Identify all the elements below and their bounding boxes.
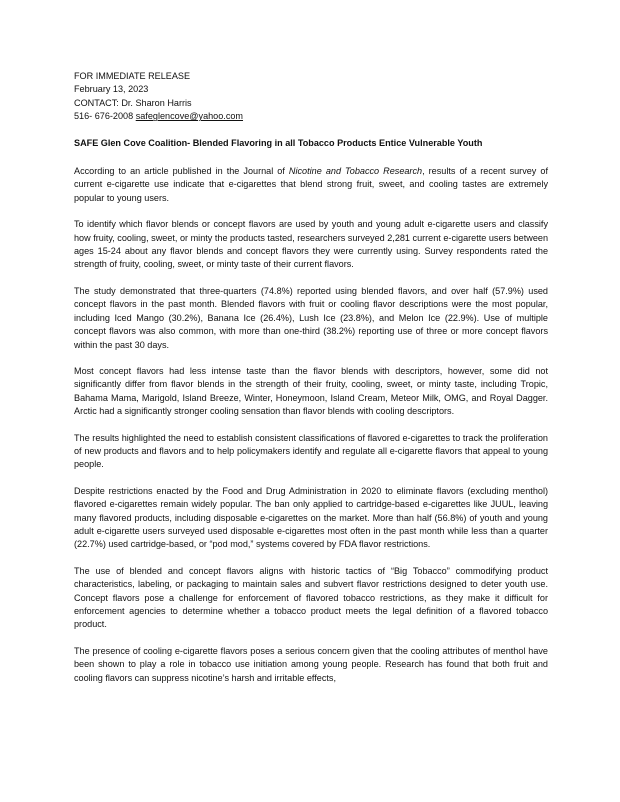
release-date: February 13, 2023	[74, 84, 149, 95]
contact-email-link[interactable]: safeglencove@yahoo.com	[135, 111, 244, 122]
paragraph-1	[74, 165, 548, 205]
paragraph-6: Despite restrictions enacted by the Food and Drug Administration in 2020 to eliminate flavors (excluding menthol) flavored e-cigarettes remain widely popular. The ban only applied to cartridge-based e-cigarettes like JUUL, leaving many flavored products, including disposable e-cigarettes on the market. More than half (56.8%) of youth and young adult e-cigarette users surveyed used disposable e-cigarettes most often in the past month while less than a quarter (22.7%) used cartridge-based, or “pod mod,” systems covered by FDA flavor restrictions.	[74, 485, 548, 550]
paragraph-1-rest: , results of a recent survey of current e-cigarette use indicate that e-cigarettes that blend strong fruit, sweet, and cooling tastes are extremely popular to young users.	[74, 166, 548, 203]
paragraph-5: The results highlighted the need to establish consistent classifications of flavored e-cigarettes to track the proliferation of new products and flavors and to help policymakers identify and regulate all e-cigarette flavors that appeal to young people.	[74, 432, 548, 470]
paragraph-4: Most concept flavors had less intense taste than the flavor blends with descriptors, however, some did not significantly differ from flavor blends in the strength of their fruity, cooling, sweet, or minty taste, including Tropic, Bahama Mama, Marigold, Island Breeze, Winter, Honeymoon, Island Cream, Meteor Milk, OMG, and Royal Dagger. Arctic had a significantly stronger cooling sensation than flavor blends with cooling descriptors.	[74, 365, 548, 417]
release-label: FOR IMMEDIATE RELEASE	[74, 71, 191, 81]
journal-name: Nicotine and Tobacco Research	[288, 166, 423, 177]
paragraph-2: To identify which flavor blends or concept flavors are used by youth and young adult e-cigarette users and classify how fruity, cooling, sweet, or minty the products tasted, researchers surveyed 2,281 current e-cigarette users between ages 15-24 about any flavor blends and concept flavors they were currently using. Survey respondents rated the strength of fruity, cooling, sweet, or minty taste of their current flavors.	[74, 219, 548, 270]
headline: SAFE Glen Cove Coalition- Blended Flavoring in all Tobacco Products Entice Vulnerable Youth	[74, 137, 483, 148]
paragraph-3: The study demonstrated that three-quarters (74.8%) reported using blended flavors, and over half (57.9%) used concept flavors in the past month. Blended flavors with fruit or cooling flavor descriptions were the most popular, including Iced Mango (30.2%), Banana Ice (26.4%), Lush Ice (23.8%), and Melon Ice (22.9%). Use of multiple concept flavors was also common, with more than one-third (38.2%) reporting use of three or more concept flavors within the past 30 days.	[74, 285, 548, 350]
paragraph-7: The use of blended and concept flavors aligns with historic tactics of “Big Tobacco” commodifying product characteristics, labeling, or packaging to maintain sales and subvert flavor restrictions designed to deter youth use. Concept flavors pose a challenge for enforcement of flavored tobacco restrictions, as they make it difficult for enforcement agencies to determine whether a tobacco product meets the legal definition of a flavored tobacco product.	[74, 565, 548, 630]
contact-name: CONTACT: Dr. Sharon Harris	[74, 97, 192, 108]
press-release-page	[74, 70, 548, 685]
contact-line	[74, 110, 548, 123]
paragraph-8: The presence of cooling e-cigarette flavors poses a serious concern given that the cooling attributes of menthol have been shown to play a role in tobacco use initiation among young people. Research has found that both fruit and cooling flavors can suppress nicotine’s harsh and irritable effects,	[74, 645, 548, 683]
paragraph-1-lead: According to an article published in the Journal of	[74, 166, 289, 177]
contact-phone: 516- 676-2008	[74, 111, 134, 122]
release-header	[74, 70, 548, 124]
